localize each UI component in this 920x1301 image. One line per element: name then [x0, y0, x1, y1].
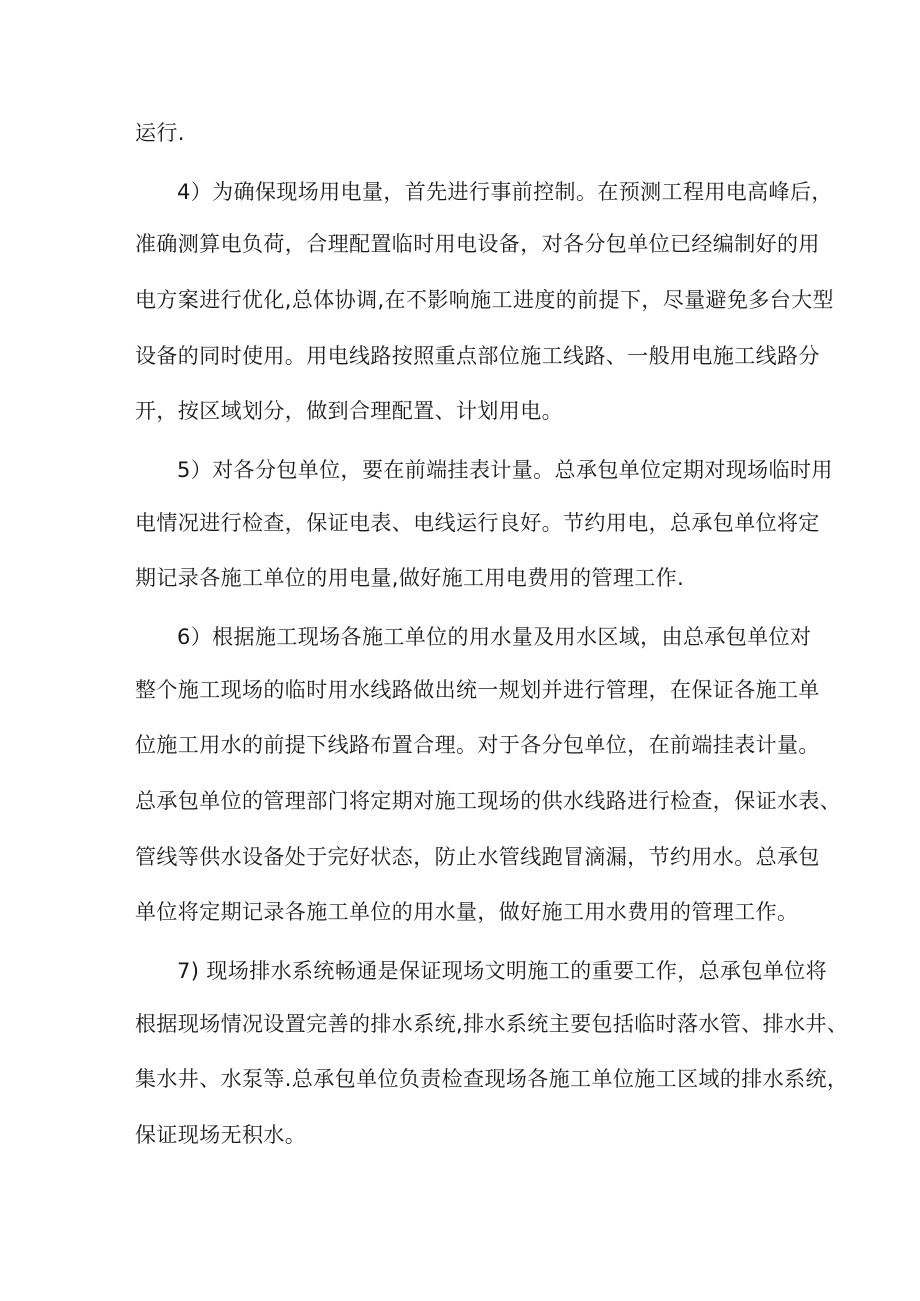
- text-line: 运行.: [135, 121, 185, 145]
- paragraph-5-line: 5）对各分包单位，要在前端挂表计量。总承包单位定期对现场临时用: [177, 458, 833, 482]
- paragraph-5-line: 电情况进行检查，保证电表、电线运行良好。节约用电，总承包单位将定: [135, 511, 820, 535]
- paragraph-6-line: 6）根据施工现场各施工单位的用水量及用水区域，由总承包单位对: [177, 625, 812, 649]
- paragraph-7-line: 保证现场无积水。: [135, 1123, 307, 1147]
- paragraph-4-line: 4）为确保现场用电量，首先进行事前控制。在预测工程用电高峰后，: [177, 180, 833, 204]
- paragraph-4-line: 开，按区域划分，做到合理配置、计划用电。: [135, 399, 563, 423]
- paragraph-6-line: 位施工用水的前提下线路布置合理。对于各分包单位，在前端挂表计量。: [135, 733, 820, 757]
- paragraph-4-line: 准确测算电负荷，合理配置临时用电设备，对各分包单位已经编制好的用: [135, 232, 820, 256]
- paragraph-6-line: 单位将定期记录各施工单位的用水量，做好施工用水费用的管理工作。: [135, 900, 799, 924]
- paragraph-6-line: 整个施工现场的临时用水线路做出统一规划并进行管理，在保证各施工单: [135, 678, 820, 702]
- paragraph-5-line: 期记录各施工单位的用电量,做好施工用电费用的管理工作.: [135, 566, 685, 590]
- paragraph-7-line: 7) 现场排水系统畅通是保证现场文明施工的重要工作，总承包单位将: [177, 959, 828, 983]
- paragraph-4-line: 电方案进行优化,总体协调,在不影响施工进度的前提下，尽量避免多台大型: [135, 288, 834, 312]
- paragraph-4-line: 设备的同时使用。用电线路按照重点部位施工线路、一般用电施工线路分: [135, 344, 820, 368]
- paragraph-7-line: 根据现场情况设置完善的排水系统,排水系统主要包括临时落水管、排水井、: [135, 1012, 849, 1036]
- paragraph-7-line: 集水井、水泵等.总承包单位负责检查现场各施工单位施工区域的排水系统，: [135, 1067, 849, 1091]
- paragraph-6-line: 总承包单位的管理部门将定期对施工现场的供水线路进行检查，保证水表、: [135, 789, 842, 813]
- paragraph-6-line: 管线等供水设备处于完好状态，防止水管线跑冒滴漏，节约用水。总承包: [135, 845, 820, 869]
